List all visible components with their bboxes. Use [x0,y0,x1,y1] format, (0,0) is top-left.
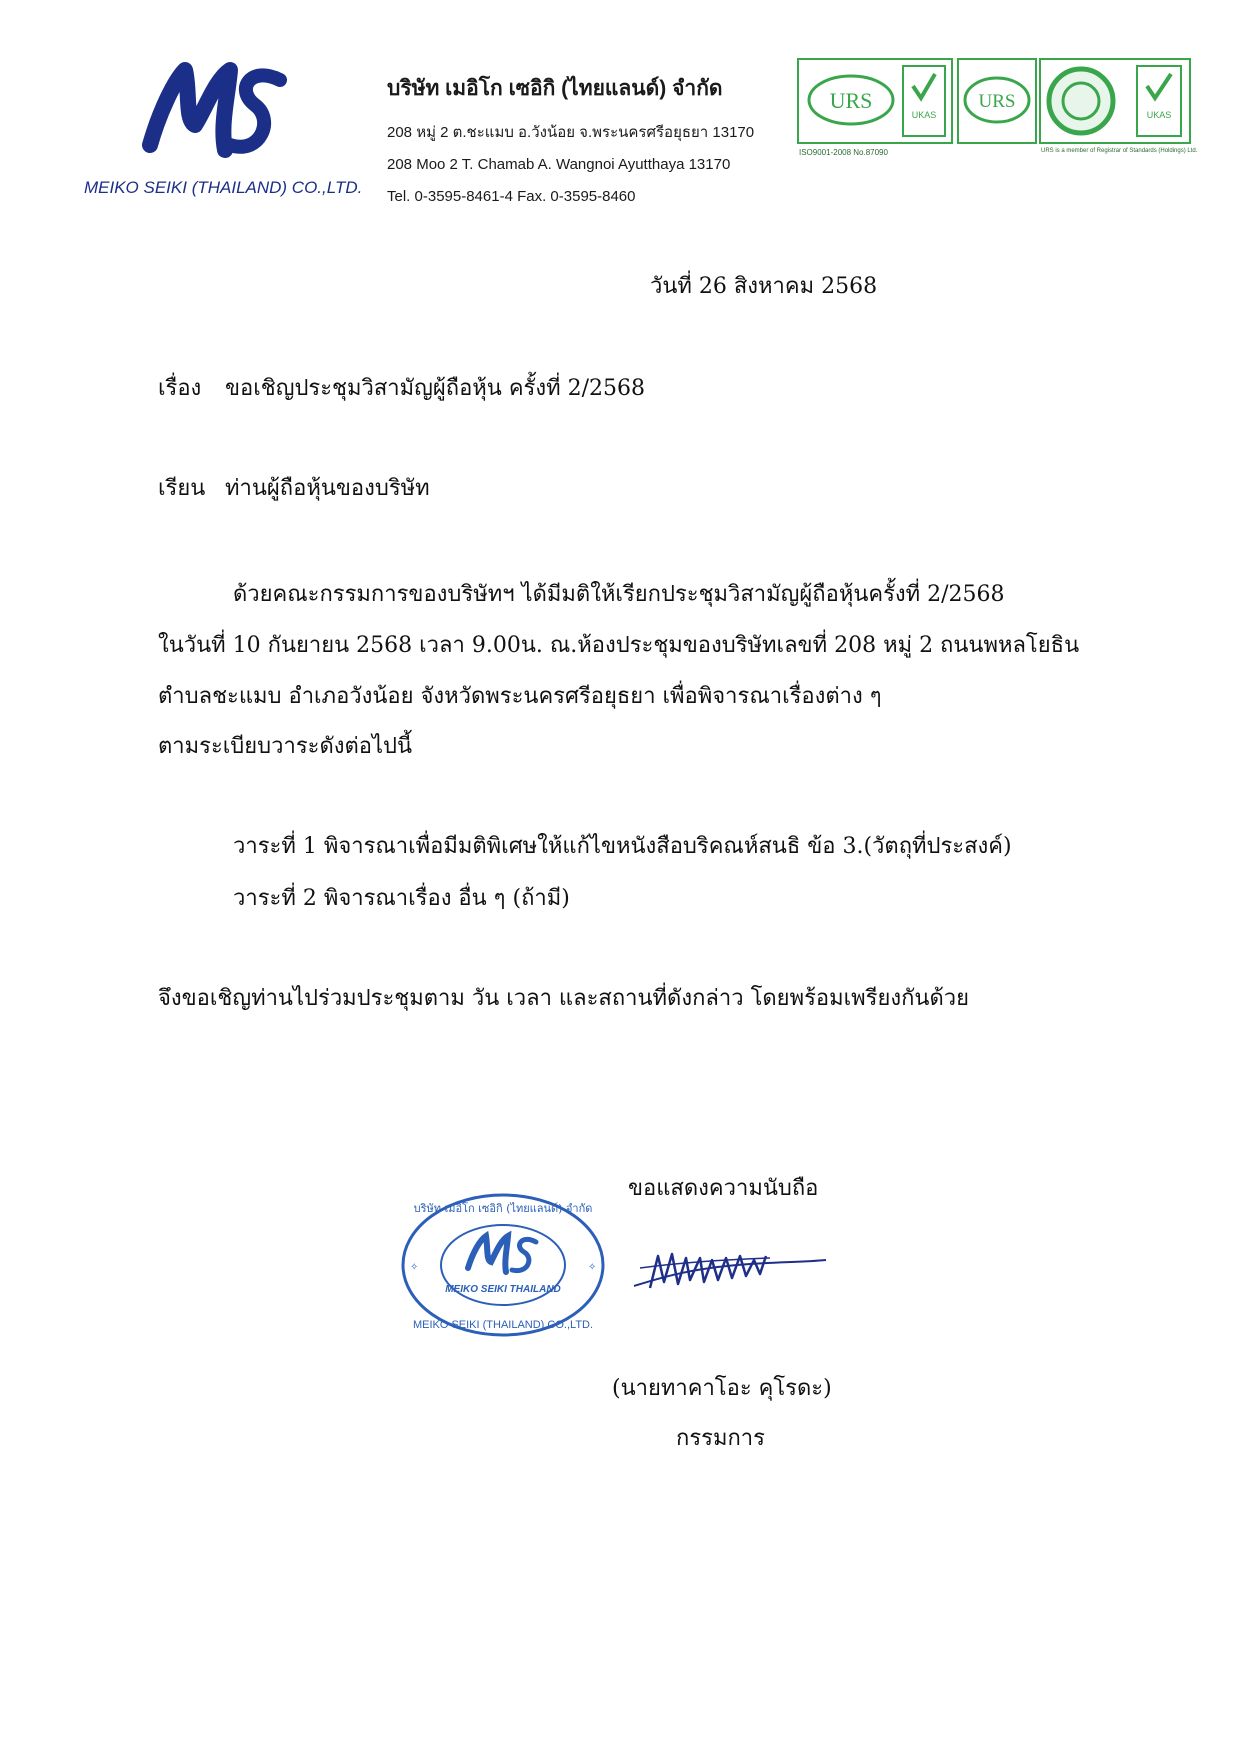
iso-certificate-caption: ISO9001-2008 No.87090 [799,148,888,157]
closing-invitation: จึงขอเชิญท่านไปร่วมประชุมตาม วัน เวลา และสถานที่ดังกล่าว โดยพร้อมเพรียงกันด้วย [158,986,969,1011]
recipient-text: ท่านผู้ถือหุ้นของบริษัท [225,476,430,501]
ukas-label: UKAS [1146,110,1172,120]
body-line: ในวันที่ 10 กันยายน 2568 เวลา 9.00น. ณ.ห้องประชุมของบริษัทเลขที่ 208 หมู่ 2 ถนนพหลโยธิน [158,633,1080,658]
svg-text:บริษัท เมอิโก เซอิกิ (ไทยแลนด์: บริษัท เมอิโก เซอิกิ (ไทยแลนด์) จำกัด [413,1202,593,1215]
urs-badge-icon [959,60,1035,142]
signature-icon [630,1238,830,1298]
urs-label: URS [978,91,1016,112]
address-thai: 208 หมู่ 2 ต.ชะแมบ อ.วังน้อย จ.พระนครศรีอยุธยา 13170 [387,124,755,141]
company-info [387,72,754,213]
urs-member-caption: URS is a member of Registrar of Standards (Holdings) Ltd. [1041,148,1198,154]
registered-ukas-certificate [1039,58,1191,144]
urs-label: URS [829,88,873,113]
subject-text: ขอเชิญประชุมวิสามัญผู้ถือหุ้น ครั้งที่ 2/2568 [225,376,645,401]
company-logo-icon [140,50,290,170]
subject-label: เรื่อง [158,376,202,401]
regards-text: ขอแสดงความนับถือ [628,1176,819,1201]
contact-numbers: Tel. 0-3595-8461-4 Fax. 0-3595-8460 [387,188,636,205]
urs-badge-right [957,58,1037,144]
body-line: ตามระเบียบวาระดังต่อไปนี้ [158,734,413,759]
body-line: ตำบลชะแมบ อำเภอวังน้อย จังหวัดพระนครศรีอยุธยา เพื่อพิจารณาเรื่องต่าง ๆ [158,684,882,709]
logo-caption: MEIKO SEIKI (THAILAND) CO.,LTD. [84,178,363,197]
urs-ukas-certificate-left [797,58,953,144]
agenda-item: วาระที่ 1 พิจารณาเพื่อมีมติพิเศษให้แก้ไขหนังสือบริคณห์สนธิ ข้อ 3.(วัตถุที่ประสงค์) [233,834,1012,859]
signatory-title: กรรมการ [676,1426,765,1451]
svg-text:✧: ✧ [410,1262,419,1273]
registered-seal-icon [1041,60,1189,142]
certification-marks [797,58,1198,158]
urs-badge-icon [799,60,951,142]
letter-date: วันที่ 26 สิงหาคม 2568 [650,274,878,299]
body-line: ด้วยคณะกรรมการของบริษัทฯ ได้มีมติให้เรียกประชุมวิสามัญผู้ถือหุ้นครั้งที่ 2/2568 [233,582,1005,607]
signatory-name: (นายทาคาโอะ คุโรดะ) [612,1376,832,1401]
ukas-label: UKAS [911,110,937,120]
svg-text:✧: ✧ [588,1262,597,1273]
svg-text:MEIKO SEIKI THAILAND: MEIKO SEIKI THAILAND [445,1284,561,1295]
address-english: 208 Moo 2 T. Chamab A. Wangnoi Ayutthaya 13170 [387,156,731,173]
company-name: บริษัท เมอิโก เซอิกิ (ไทยแลนด์) จำกัด [387,77,723,100]
recipient-label: เรียน [158,476,206,501]
agenda-item: วาระที่ 2 พิจารณาเรื่อง อื่น ๆ (ถ้ามี) [233,886,570,911]
company-seal-icon [398,1190,608,1340]
svg-text:MEIKO SEIKI (THAILAND) CO.,LTD: MEIKO SEIKI (THAILAND) CO.,LTD. [412,1319,594,1331]
